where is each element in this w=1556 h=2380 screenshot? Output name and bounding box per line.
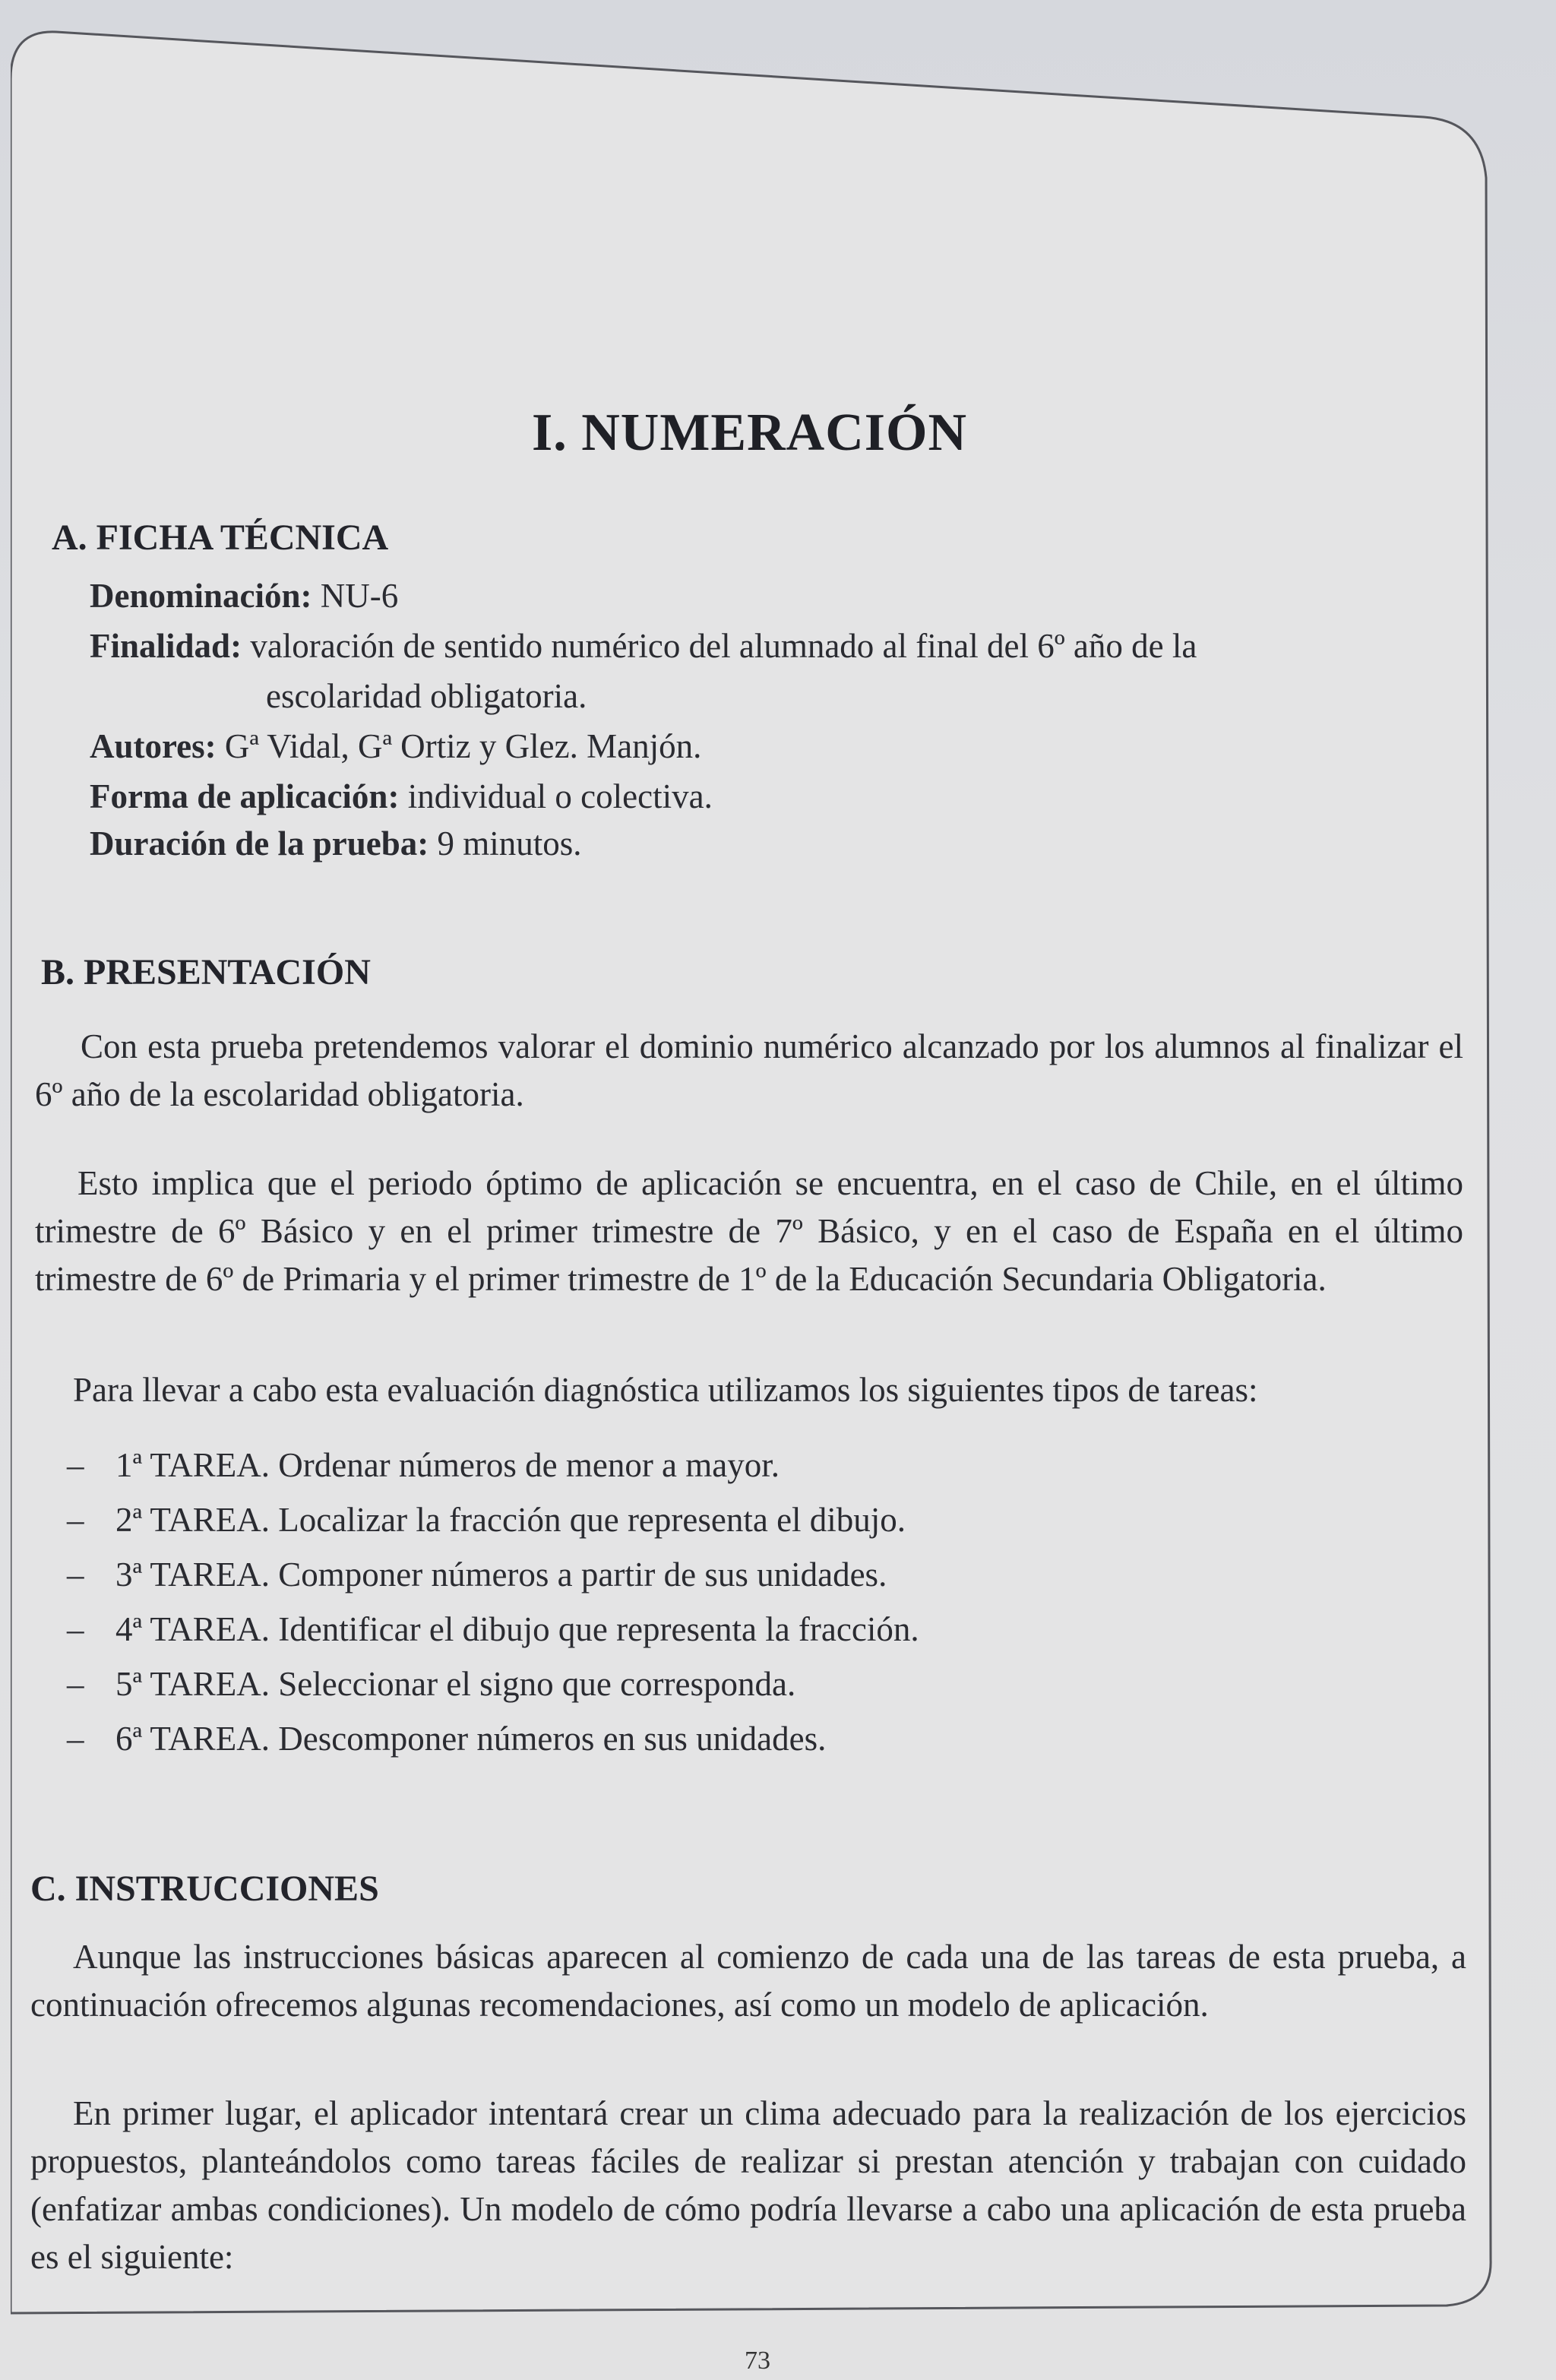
task-list-item xyxy=(67,1555,887,1594)
denominacion-label: Denominación: xyxy=(90,577,312,615)
task-list-item xyxy=(67,1445,780,1485)
task-text: 2ª TAREA. Localizar la fracción que representa el dibujo. xyxy=(115,1501,906,1539)
task-text: 3ª TAREA. Componer números a partir de sus unidades. xyxy=(115,1556,887,1594)
finalidad-value-line1: valoración de sentido numérico del alumnado al final del 6º año de la xyxy=(250,627,1197,665)
task-text: 1ª TAREA. Ordenar números de menor a mayor. xyxy=(115,1446,780,1484)
task-text: 4ª TAREA. Identificar el dibujo que representa la fracción. xyxy=(115,1610,919,1648)
forma-label: Forma de aplicación: xyxy=(90,777,400,815)
task-text: 6ª TAREA. Descomponer números en sus unidades. xyxy=(115,1720,827,1758)
autores-label: Autores: xyxy=(90,727,217,765)
list-dash: – xyxy=(67,1665,84,1703)
presentacion-paragraph-3: Para llevar a cabo esta evaluación diagnóstica utilizamos los siguientes tipos de tareas: xyxy=(73,1371,1258,1409)
task-list-item xyxy=(67,1609,919,1649)
autores-value: Gª Vidal, Gª Ortiz y Glez. Manjón. xyxy=(224,727,702,765)
finalidad-label: Finalidad: xyxy=(90,627,242,665)
duracion-label: Duración de la prueba: xyxy=(90,824,429,862)
task-list-item xyxy=(67,1500,906,1540)
list-dash: – xyxy=(67,1556,84,1594)
finalidad-value-line2: escolaridad obligatoria. xyxy=(266,677,587,715)
section-b-heading: B. PRESENTACIÓN xyxy=(41,952,371,992)
section-a-heading: A. FICHA TÉCNICA xyxy=(52,517,389,558)
forma-value: individual o colectiva. xyxy=(407,777,713,815)
task-list-item xyxy=(67,1719,826,1758)
ficha-finalidad xyxy=(90,622,1396,670)
list-dash: – xyxy=(67,1610,84,1648)
list-dash: – xyxy=(67,1446,84,1484)
presentacion-paragraph-2: Esto implica que el periodo óptimo de aplicación se encuentra, en el caso de Chile, en el último trimestre de 6º Básico y en el primer trimestre de 7º Básico, y en el caso de España en el último trimestre de 6º de Primaria y el primer trimestre de 1º de la Educación Secundaria Obligatoria. xyxy=(35,1164,1463,1298)
duracion-value: 9 minutos. xyxy=(437,824,582,862)
task-list-item xyxy=(67,1664,795,1704)
ficha-denominacion xyxy=(90,571,1396,620)
instrucciones-paragraph-1: Aunque las instrucciones básicas aparecen al comienzo de cada una de las tareas de esta prueba, a continuación ofrecemos algunas recomendaciones, así como un modelo de aplicación. xyxy=(30,1938,1466,2024)
instrucciones-paragraph-2: En primer lugar, el aplicador intentará crear un clima adecuado para la realización de los ejercicios propuestos, planteándolos como tareas fáciles de realizar si prestan atención y trabajan con cuidado (enfatizar ambas condiciones). Un modelo de cómo podría llevarse a cabo una aplicación de esta prueba es el siguiente: xyxy=(30,2094,1466,2276)
presentacion-paragraph-1: Con esta prueba pretendemos valorar el dominio numérico alcanzado por los alumnos al finalizar el 6º año de la escolaridad obligatoria. xyxy=(35,1027,1463,1113)
page-number: 73 xyxy=(745,2347,770,2375)
section-c-heading: C. INSTRUCCIONES xyxy=(30,1869,379,1909)
denominacion-value: NU-6 xyxy=(320,577,399,615)
list-dash: – xyxy=(67,1501,84,1539)
ficha-autores xyxy=(90,722,1396,771)
page-title: I. NUMERACIÓN xyxy=(532,404,967,462)
ficha-forma xyxy=(90,772,1396,821)
ficha-duracion xyxy=(90,819,1396,868)
list-dash: – xyxy=(67,1720,84,1758)
task-text: 5ª TAREA. Seleccionar el signo que corresponda. xyxy=(115,1665,796,1703)
